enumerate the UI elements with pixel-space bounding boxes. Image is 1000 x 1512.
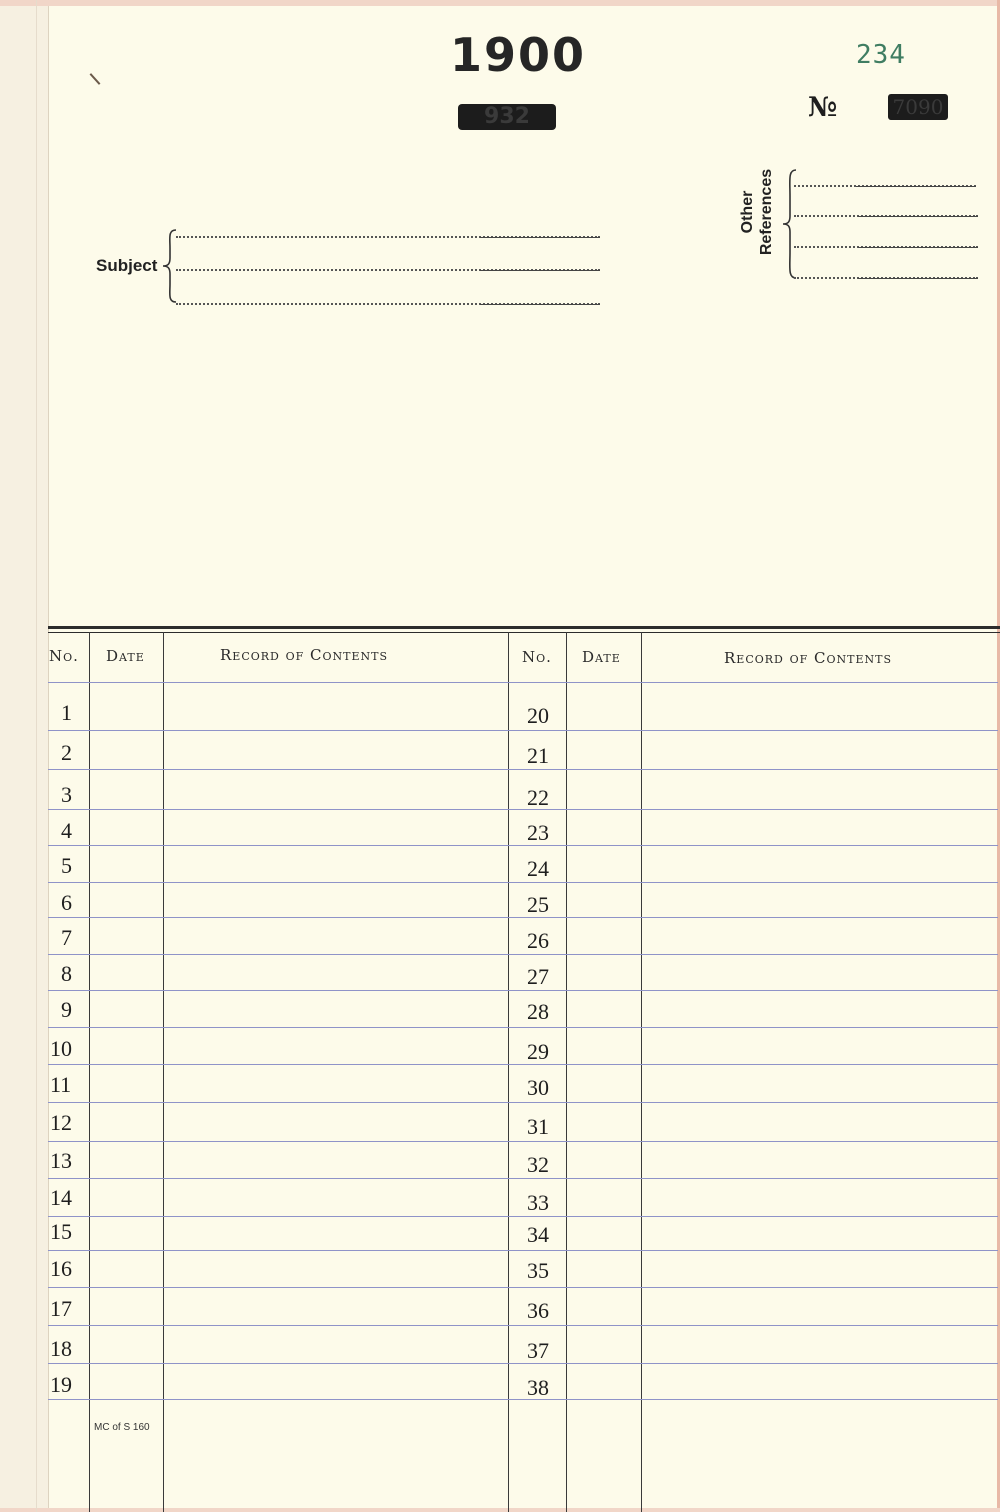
other-references-label: Other References <box>739 168 775 256</box>
row-number: 24 <box>527 856 549 881</box>
row-number: 11 <box>50 1072 72 1097</box>
row-number: 35 <box>527 1258 549 1283</box>
page-edge-bottom <box>0 1508 1000 1512</box>
other-reference-line-4[interactable] <box>794 277 978 279</box>
row-number: 6 <box>61 890 72 915</box>
ruled-row-line <box>48 1250 998 1251</box>
right-record-header: Record of Contents <box>724 649 893 667</box>
row-number: 16 <box>50 1256 72 1281</box>
row-number: 34 <box>527 1222 549 1247</box>
ruled-row-line <box>48 882 998 883</box>
ruled-row-line <box>48 730 998 731</box>
row-number: 18 <box>50 1336 72 1361</box>
column-divider <box>89 632 90 1512</box>
subject-line-1[interactable] <box>176 236 600 238</box>
row-number: 32 <box>527 1152 549 1177</box>
row-number: 3 <box>61 782 72 807</box>
column-divider <box>641 632 642 1512</box>
row-number: 23 <box>527 820 549 845</box>
row-number: 7 <box>61 925 72 950</box>
row-number: 36 <box>527 1298 549 1323</box>
row-number: 12 <box>50 1110 72 1135</box>
column-divider <box>566 632 567 1512</box>
form-code: MC of S 160 <box>94 1422 150 1433</box>
ruled-row-line <box>48 1102 998 1103</box>
right-no-header: No. <box>522 648 552 666</box>
row-number: 29 <box>527 1039 549 1064</box>
page-edge-top <box>0 0 1000 6</box>
row-number: 28 <box>527 999 549 1024</box>
number-label: № <box>808 92 838 123</box>
row-number: 1 <box>61 700 72 725</box>
other-reference-line-3[interactable] <box>794 246 978 248</box>
row-number: 22 <box>527 785 549 810</box>
ruled-row-line <box>48 1216 998 1217</box>
table-top-rule <box>48 626 1000 629</box>
row-number: 5 <box>61 853 72 878</box>
row-number: 2 <box>61 740 72 765</box>
ruled-row-line <box>48 954 998 955</box>
row-number: 20 <box>527 703 549 728</box>
row-number: 37 <box>527 1338 549 1363</box>
ruled-row-line <box>48 1363 998 1364</box>
pencil-mark <box>90 73 101 85</box>
ruled-row-line <box>48 682 998 683</box>
row-number: 15 <box>50 1219 72 1244</box>
row-number: 17 <box>50 1296 72 1321</box>
other-reference-line-1[interactable] <box>794 185 976 187</box>
row-number: 9 <box>61 997 72 1022</box>
table-top-rule-thin <box>48 632 1000 633</box>
ruled-row-line <box>48 769 998 770</box>
ruled-row-line <box>48 1141 998 1142</box>
column-divider <box>508 632 509 1512</box>
row-number: 10 <box>50 1036 72 1061</box>
ruled-row-line <box>48 990 998 991</box>
row-number: 30 <box>527 1075 549 1100</box>
left-no-header: No. <box>49 647 79 665</box>
subject-label: Subject <box>96 256 158 275</box>
stamped-year-box: 932 <box>458 104 556 130</box>
ruled-row-line <box>48 809 998 810</box>
file-year: 1900 <box>450 28 587 82</box>
stamped-file-number: 7090 <box>888 94 948 120</box>
ruled-row-line <box>48 1027 998 1028</box>
row-number: 27 <box>527 964 549 989</box>
row-number: 13 <box>50 1148 72 1173</box>
row-number: 31 <box>527 1114 549 1139</box>
right-date-header: Date <box>582 648 621 666</box>
reference-number: 234 <box>856 40 906 70</box>
binding-margin-line <box>36 0 37 1512</box>
ruled-row-line <box>48 1399 998 1400</box>
row-number: 14 <box>50 1185 72 1210</box>
left-record-header: Record of Contents <box>220 646 389 664</box>
subject-line-2[interactable] <box>176 269 600 271</box>
ruled-row-line <box>48 1178 998 1179</box>
row-number: 25 <box>527 892 549 917</box>
ruled-row-line <box>48 1287 998 1288</box>
row-number: 8 <box>61 961 72 986</box>
left-date-header: Date <box>106 647 145 665</box>
column-divider <box>163 632 164 1512</box>
row-number: 33 <box>527 1190 549 1215</box>
row-number: 4 <box>61 818 72 843</box>
subject-line-3[interactable] <box>176 303 600 305</box>
row-number: 21 <box>527 743 549 768</box>
row-number: 38 <box>527 1375 549 1400</box>
other-reference-line-2[interactable] <box>794 215 978 217</box>
ruled-row-line <box>48 845 998 846</box>
row-number: 26 <box>527 928 549 953</box>
row-number: 19 <box>50 1372 72 1397</box>
ruled-row-line <box>48 917 998 918</box>
subject-brace <box>160 228 180 304</box>
ruled-row-line <box>48 1064 998 1065</box>
ruled-row-line <box>48 1325 998 1326</box>
